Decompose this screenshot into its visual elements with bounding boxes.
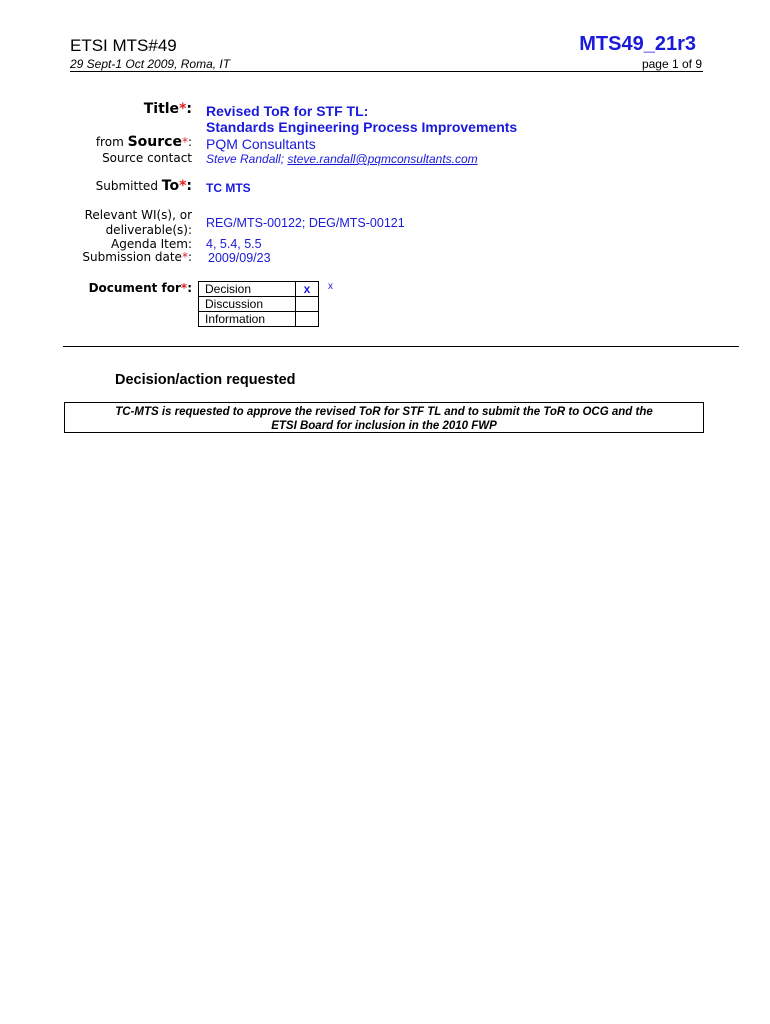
contact-name: Steve Randall; (206, 152, 288, 166)
meeting-date-location: 29 Sept-1 Oct 2009, Roma, IT (70, 57, 231, 71)
option-decision-label: Decision (199, 282, 296, 297)
option-information-checkbox[interactable] (296, 312, 319, 327)
option-row-discussion (199, 297, 319, 312)
submission-date-label: Submission date*: (82, 250, 192, 264)
source-contact-label: Source contact (102, 151, 192, 165)
relevant-wi-label-line-1: Relevant WI(s), or (84, 208, 192, 222)
decision-request-box (64, 402, 704, 433)
option-row-decision (199, 282, 319, 297)
option-information-label: Information (199, 312, 296, 327)
section-divider (63, 346, 739, 347)
source-value: PQM Consultants (206, 136, 316, 152)
submitted-to-label: Submitted To*: (95, 178, 192, 194)
agenda-item-value: 4, 5.4, 5.5 (206, 237, 262, 251)
page-indicator: page 1 of 9 (641, 57, 702, 71)
option-discussion-label: Discussion (199, 297, 296, 312)
title-label: Title*: (143, 101, 192, 117)
option-decision-checkbox[interactable]: x (296, 282, 319, 297)
relevant-wi-value: REG/MTS-00122; DEG/MTS-00121 (206, 216, 405, 230)
source-contact-value (206, 152, 478, 166)
document-for-table (198, 281, 319, 327)
decision-heading: Decision/action requested (115, 372, 296, 388)
document-number: MTS49_21r3 (579, 33, 696, 55)
document-for-label: Document for*: (88, 281, 192, 295)
option-discussion-checkbox[interactable] (296, 297, 319, 312)
meeting-name: ETSI MTS#49 (70, 36, 177, 55)
decision-text-line-2: ETSI Board for inclusion in the 2010 FWP (271, 420, 497, 432)
submission-date-value: 2009/09/23 (208, 251, 271, 265)
agenda-item-label: Agenda Item: (111, 237, 192, 251)
submitted-to-value: TC MTS (206, 181, 251, 195)
document-for-side-mark: x (328, 281, 333, 292)
source-label: from Source*: (95, 134, 192, 150)
title-line-2: Standards Engineering Process Improvements (206, 119, 518, 135)
title-line-1: Revised ToR for STF TL: (206, 103, 369, 119)
decision-text-line-1: TC-MTS is requested to approve the revised ToR for STF TL and to submit the ToR to OCG and the (115, 406, 653, 418)
header-divider (70, 71, 703, 72)
contact-email-link[interactable]: steve.randall@pqmconsultants.com (287, 152, 478, 166)
option-row-information (199, 312, 319, 327)
relevant-wi-label-line-2: deliverable(s): (105, 223, 192, 237)
